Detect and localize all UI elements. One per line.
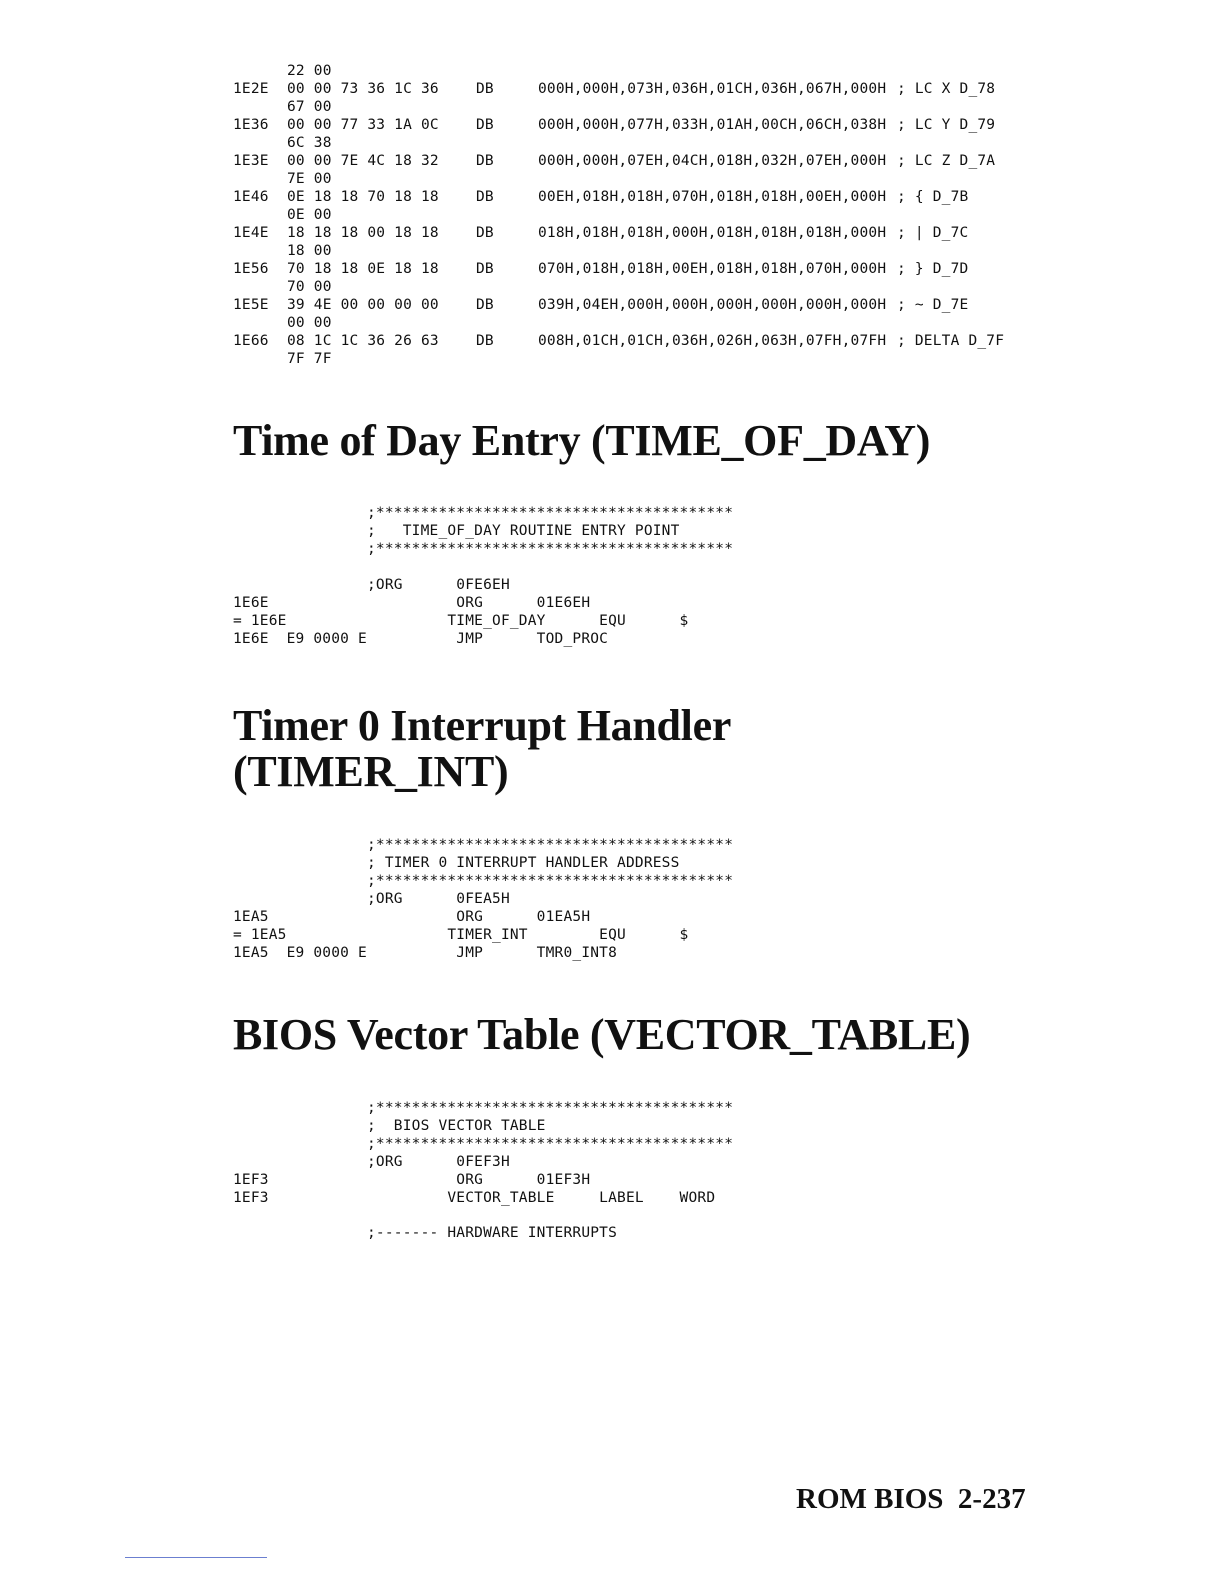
row-operand: 070H,018H,018H,00EH,018H,018H,070H,000H — [538, 261, 887, 277]
row-op: DB — [476, 225, 494, 241]
row-addr: 1E36 — [233, 117, 269, 133]
listing-line-left: = 1E6E — [233, 613, 287, 629]
listing-line-left: 1E6E E9 0000 E — [233, 631, 367, 647]
row-bytes: 00 00 — [287, 315, 332, 331]
row-comment: ; | D_7C — [897, 225, 969, 241]
section-title-timer-int-line2: (TIMER_INT) — [233, 747, 509, 796]
org-comment: ;ORG 0FEF3H — [367, 1154, 510, 1170]
row-bytes: 6C 38 — [287, 135, 332, 151]
row-op: DB — [476, 297, 494, 313]
row-op: DB — [476, 189, 494, 205]
row-comment: ; } D_7D — [897, 261, 969, 277]
row-bytes: 00 00 77 33 1A 0C — [287, 117, 439, 133]
banner-text: ; BIOS VECTOR TABLE — [367, 1118, 546, 1134]
row-addr: 1E3E — [233, 153, 269, 169]
listing-line-left: = 1EA5 — [233, 927, 287, 943]
banner-stars-top: ;**************************************** — [367, 837, 734, 853]
row-addr: 1E56 — [233, 261, 269, 277]
listing-line-left: 1EF3 — [233, 1190, 269, 1206]
banner-stars-bottom: ;**************************************** — [367, 873, 734, 889]
banner-stars-bottom: ;**************************************** — [367, 541, 734, 557]
row-bytes: 00 00 7E 4C 18 32 — [287, 153, 439, 169]
row-operand: 018H,018H,018H,000H,018H,018H,018H,000H — [538, 225, 887, 241]
listing-line-left: 1EA5 E9 0000 E — [233, 945, 367, 961]
row-bytes: 39 4E 00 00 00 00 — [287, 297, 439, 313]
listing-line-right: TIME_OF_DAY EQU $ — [367, 613, 689, 629]
banner-stars-top: ;**************************************** — [367, 505, 734, 521]
banner-stars-top: ;**************************************** — [367, 1100, 734, 1116]
listing-line-left: 1EF3 — [233, 1172, 269, 1188]
row-addr: 1E66 — [233, 333, 269, 349]
row-operand: 00EH,018H,018H,070H,018H,018H,00EH,000H — [538, 189, 887, 205]
row-comment: ; LC Y D_79 — [897, 117, 996, 133]
page-footer: ROM BIOS 2-237 — [796, 1483, 1026, 1515]
row-op: DB — [476, 153, 494, 169]
banner-text: ; TIMER 0 INTERRUPT HANDLER ADDRESS — [367, 855, 680, 871]
row-op: DB — [476, 333, 494, 349]
listing-line-right: ORG 01E6EH — [367, 595, 591, 611]
row-op: DB — [476, 117, 494, 133]
row-bytes: 0E 18 18 70 18 18 — [287, 189, 439, 205]
row-comment: ; DELTA D_7F — [897, 333, 1005, 349]
row-operand: 008H,01CH,01CH,036H,026H,063H,07FH,07FH — [538, 333, 887, 349]
row-bytes: 67 00 — [287, 99, 332, 115]
row-bytes: 70 18 18 0E 18 18 — [287, 261, 439, 277]
row-op: DB — [476, 261, 494, 277]
org-comment: ;ORG 0FEA5H — [367, 891, 510, 907]
listing-line-right: JMP TOD_PROC — [367, 631, 609, 647]
row-comment: ; ~ D_7E — [897, 297, 969, 313]
row-bytes: 18 00 — [287, 243, 332, 259]
row-bytes: 0E 00 — [287, 207, 332, 223]
listing-line-right: ORG 01EF3H — [367, 1172, 591, 1188]
hardware-interrupts-comment: ;------- HARDWARE INTERRUPTS — [367, 1225, 618, 1241]
row-addr: 1E4E — [233, 225, 269, 241]
row-addr: 1E2E — [233, 81, 269, 97]
banner-stars-bottom: ;**************************************** — [367, 1136, 734, 1152]
row-bytes: 70 00 — [287, 279, 332, 295]
section-title-timer-int-line1: Timer 0 Interrupt Handler — [233, 701, 732, 750]
listing-line-right: VECTOR_TABLE LABEL WORD — [367, 1190, 716, 1206]
listing-line-right: TIMER_INT EQU $ — [367, 927, 689, 943]
row-op: DB — [476, 81, 494, 97]
row-bytes: 7F 7F — [287, 351, 332, 367]
section-title-time-of-day: Time of Day Entry (TIME_OF_DAY) — [233, 416, 931, 465]
bottom-rule — [125, 1557, 267, 1558]
row-comment: ; LC X D_78 — [897, 81, 996, 97]
section-title-vector-table: BIOS Vector Table (VECTOR_TABLE) — [233, 1010, 971, 1059]
row-bytes: 22 00 — [287, 63, 332, 79]
row-comment: ; { D_7B — [897, 189, 969, 205]
row-addr: 1E46 — [233, 189, 269, 205]
listing-line-right: JMP TMR0_INT8 — [367, 945, 618, 961]
listing-line-right: ORG 01EA5H — [367, 909, 591, 925]
listing-line-left: 1EA5 — [233, 909, 269, 925]
banner-text: ; TIME_OF_DAY ROUTINE ENTRY POINT — [367, 523, 680, 539]
row-operand: 000H,000H,077H,033H,01AH,00CH,06CH,038H — [538, 117, 887, 133]
row-operand: 039H,04EH,000H,000H,000H,000H,000H,000H — [538, 297, 887, 313]
row-comment: ; LC Z D_7A — [897, 153, 996, 169]
row-bytes: 7E 00 — [287, 171, 332, 187]
org-comment: ;ORG 0FE6EH — [367, 577, 510, 593]
row-addr: 1E5E — [233, 297, 269, 313]
row-bytes: 00 00 73 36 1C 36 — [287, 81, 439, 97]
row-operand: 000H,000H,073H,036H,01CH,036H,067H,000H — [538, 81, 887, 97]
listing-line-left: 1E6E — [233, 595, 269, 611]
row-bytes: 18 18 18 00 18 18 — [287, 225, 439, 241]
row-operand: 000H,000H,07EH,04CH,018H,032H,07EH,000H — [538, 153, 887, 169]
row-bytes: 08 1C 1C 36 26 63 — [287, 333, 439, 349]
